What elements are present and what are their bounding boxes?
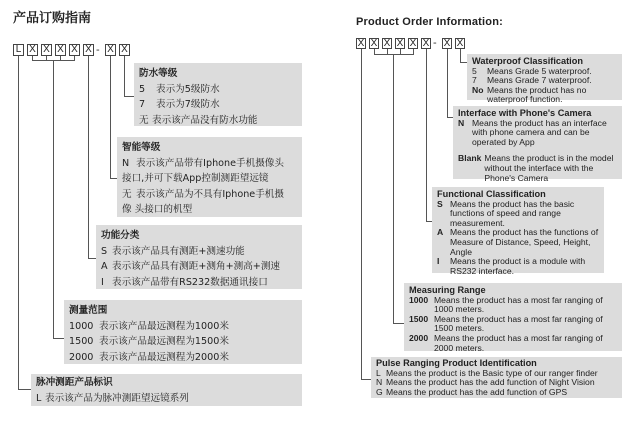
code-char: X [370,38,378,49]
section-heading: 脉冲测距产品标识 [36,377,113,388]
section-heading: Waterproof Classification [472,56,583,66]
list-item: A Means the product has the functions of Measure of Distance, Speed, Height, Angle [437,227,599,257]
connector-line [460,49,461,62]
code-char: X [105,44,116,56]
section-heading: 功能分类 [101,230,140,241]
list-item: 无 表示该产品为不具有Iphone手机摄 [122,188,284,200]
code-char: X [55,44,66,56]
connector-line [53,60,54,338]
list-item: 7 Means Grade 7 waterproof. [472,75,592,86]
list-item: 像 头接口的机型 [122,204,193,215]
section-heading: 防水等级 [139,68,178,79]
range-panel-cn [64,300,302,364]
list-item: 5 表示为5级防水 [139,83,220,95]
camera-panel-en [453,106,622,183]
list-item: 2000 Means the product has a most far ranging of 2000 meters. [409,332,603,353]
section-heading: Pulse Ranging Product Identification [376,358,537,368]
waterproof-panel-en [467,54,622,105]
list-item: L 表示该产品为脉冲测距望远镜系列 [36,392,189,404]
list-item: 2000 表示该产品最远测程为2000米 [69,351,229,363]
connector-line [124,96,134,97]
list-item: 7 表示为7级防水 [139,99,220,110]
code-char: X [383,38,391,49]
list-item: 无 表示该产品没有防水功能 [139,114,258,126]
smart-panel-cn [117,137,302,217]
code-char: X [422,38,430,49]
code-char: X [83,44,94,56]
list-item: S Means the product has the basic functions of speed and range measurement. [437,198,575,228]
code-char: X [69,44,80,56]
code-char: X [357,38,365,49]
list-item: L Means the product is the Basic type of our ranger finder [376,367,598,378]
list-item: No Means the product has no waterproof function. [472,84,587,105]
connector-line [110,56,111,178]
list-item: N 表示该产品带有Iphone手机摄像头 [122,157,284,169]
code-char: X [409,38,417,49]
connector-line [88,56,89,258]
pulse-panel-en [371,357,622,398]
section-heading: 测量范围 [69,305,108,316]
connector-line [124,56,125,96]
code-dash: - [96,44,100,56]
function-panel-en [432,187,604,276]
list-item: 5 Means Grade 5 waterproof. [472,65,592,76]
list-item: 1500 表示该产品最远测程为1500米 [69,336,229,347]
list-item: I Means the product is a module with RS232 interface. [437,256,586,276]
connector-line [393,54,394,323]
code-char: X [456,38,464,49]
connector-line [18,56,19,389]
function-panel-cn [96,225,302,289]
range-panel-en [404,283,622,351]
list-item: I 表示该产品带有RS232数据通讯接口 [101,276,268,288]
section-heading: Interface with Phone's Camera [458,108,592,118]
code-char: X [119,44,130,56]
code-char: X [443,38,451,49]
list-item: 1000 表示该产品最远测程为1000米 [69,320,229,332]
code-char: X [27,44,38,56]
connector-line [18,389,32,390]
code-char: X [41,44,52,56]
list-item: 1500 Means the product has a most far ranging of 1500 meters. [409,313,603,334]
list-item: G Means the product has the add function of GPS [376,386,568,397]
code-dash: - [433,37,437,49]
waterproof-panel-cn [134,63,302,126]
list-item: N Means the product has an interface with phone camera and can be operated by App [458,117,607,147]
connector-line [447,49,448,117]
code-char-L: L [13,44,24,56]
page-title-en: Product Order Information: [356,16,503,28]
list-item: S 表示该产品具有测距+测速功能 [101,245,245,257]
section-heading: Functional Classification [437,189,546,199]
pulse-panel-cn [31,374,302,406]
list-item: N Means the product has the add function of Night Vision [376,377,595,388]
list-item: 接口,并可下载App控制测距望远镜 [122,173,269,184]
section-heading: Measuring Range [409,285,486,295]
connector-line [374,54,414,55]
list-item: Blank Means the product is in the model without the interface with the Phone's Camera [458,153,614,183]
list-item: 1000 Means the product has a most far ranging of 1000 meters. [409,294,603,315]
page-title-cn: 产品订购指南 [13,11,92,26]
connector-line [361,49,362,379]
section-heading: 智能等级 [122,142,161,153]
connector-line [426,49,427,221]
code-char: X [396,38,404,49]
list-item: A 表示该产品具有测距+测角+测高+测速 [101,261,281,272]
